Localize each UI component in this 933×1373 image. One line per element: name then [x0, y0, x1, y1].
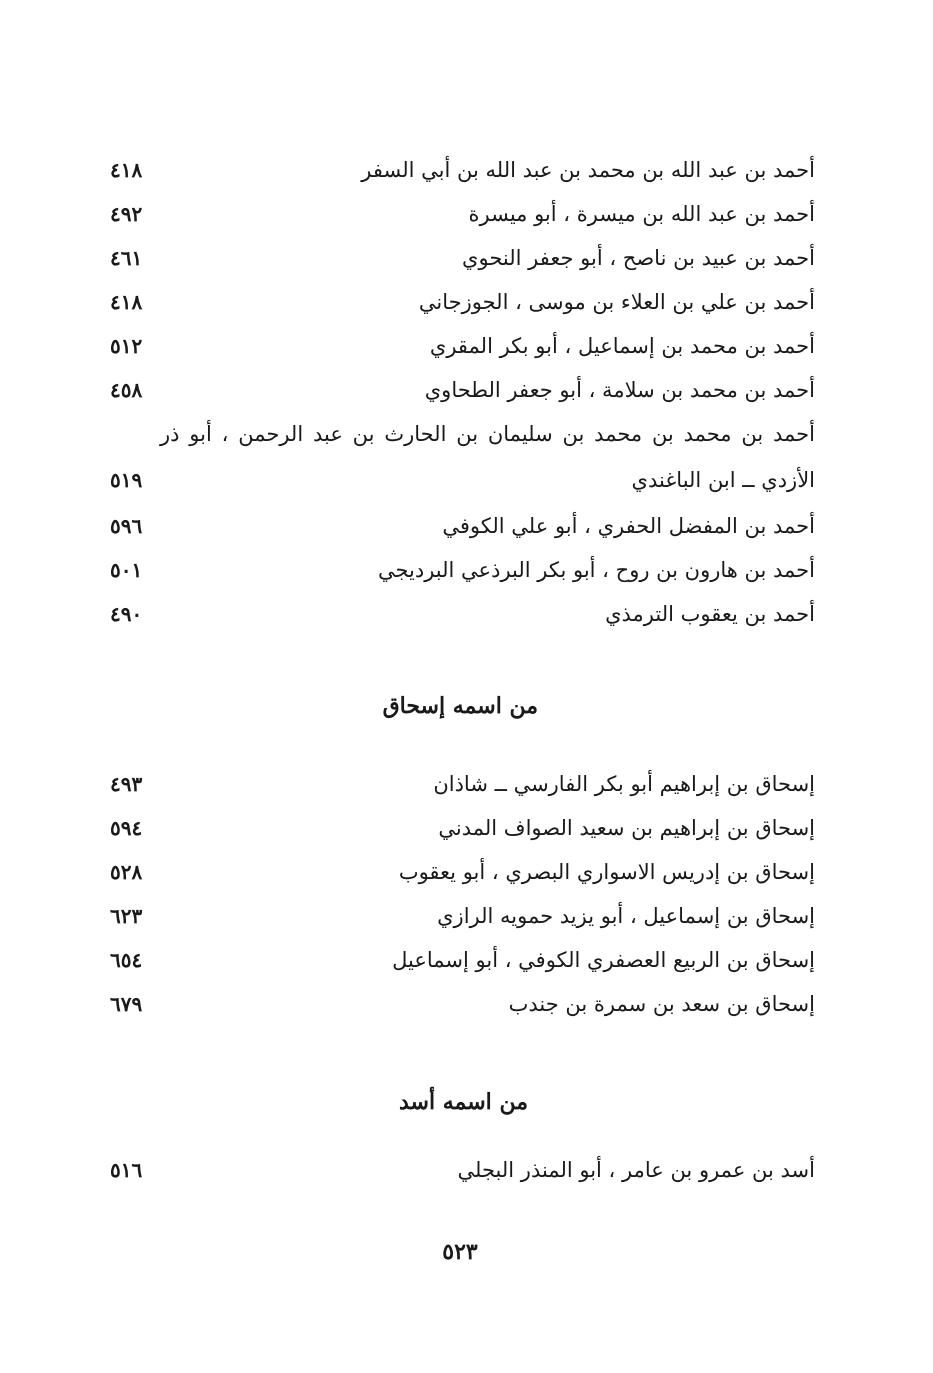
- entry-name: أحمد بن المفضل الحفري ، أبو علي الكوفي: [442, 514, 815, 538]
- entry-page-number: ٦٥٤: [110, 948, 143, 972]
- entry-page-number: ٥٩٤: [110, 816, 143, 840]
- entry-page-number: ٤٦١: [110, 246, 143, 270]
- entry-page-number: ٤٥٨: [110, 378, 143, 402]
- entry-name: إسحاق بن الربيع العصفري الكوفي ، أبو إسماعيل: [392, 948, 815, 972]
- entry-page-number: ٥١٢: [110, 334, 143, 358]
- entry-name: أحمد بن عبيد بن ناصح ، أبو جعفر النحوي: [462, 246, 815, 270]
- index-entry: [110, 458, 815, 502]
- entry-page-number: ٤٩٢: [110, 202, 143, 226]
- entry-name: أحمد بن عبد الله بن ميسرة ، أبو ميسرة: [468, 202, 815, 226]
- index-entry: [110, 236, 815, 280]
- index-entry: [110, 368, 815, 412]
- entry-name: إسحاق بن إبراهيم أبو بكر الفارسي ــ شاذان: [433, 772, 815, 796]
- index-entry: [110, 894, 815, 938]
- entry-page-number: ٥١٦: [110, 1158, 143, 1182]
- entry-name: أحمد بن محمد بن إسماعيل ، أبو بكر المقري: [429, 334, 815, 358]
- entry-page-number: ٤٩٠: [110, 602, 143, 626]
- entry-page-number: ٥٩٦: [110, 514, 143, 538]
- index-entry: [110, 324, 815, 368]
- entry-name: إسحاق بن إبراهيم بن سعيد الصواف المدني: [438, 816, 815, 840]
- page-number: ٥٢٣: [442, 1239, 478, 1265]
- entry-page-number: ٥٢٨: [110, 860, 143, 884]
- index-entry: [110, 762, 815, 806]
- entry-name: أحمد بن يعقوب الترمذي: [605, 602, 815, 626]
- entry-name: أحمد بن هارون بن روح ، أبو بكر البرذعي البرديجي: [377, 558, 815, 582]
- entry-name: أحمد بن محمد بن سلامة ، أبو جعفر الطحاوي: [424, 378, 815, 402]
- entry-page-number: ٤١٨: [110, 290, 143, 314]
- entry-page-number: ٦٧٩: [110, 992, 143, 1016]
- index-entry: [110, 504, 815, 548]
- entry-name-line-2: الأزدي ــ ابن الباغندي: [631, 468, 815, 492]
- index-entry: [110, 592, 815, 636]
- index-entry: [110, 850, 815, 894]
- index-entry: [110, 1148, 815, 1192]
- entry-page-number: ٦٢٣: [110, 904, 143, 928]
- section-heading-ishaq: من اسمه إسحاق: [382, 693, 538, 719]
- entry-page-number: ٥٠١: [110, 558, 143, 582]
- index-entry: [110, 148, 815, 192]
- index-entry: [110, 280, 815, 324]
- entry-page-number: ٤٩٣: [110, 772, 143, 796]
- entry-name: أسد بن عمرو بن عامر ، أبو المنذر البجلي: [457, 1158, 815, 1182]
- entry-name: إسحاق بن إسماعيل ، أبو يزيد حمويه الرازي: [437, 904, 815, 928]
- index-entry: [110, 192, 815, 236]
- entry-page-number: ٥١٩: [110, 468, 143, 492]
- index-entry: [110, 548, 815, 592]
- entry-name: أحمد بن عبد الله بن محمد بن عبد الله بن أبي السفر: [361, 158, 815, 182]
- entry-name: إسحاق بن سعد بن سمرة بن جندب: [508, 992, 815, 1016]
- index-entry: [110, 806, 815, 850]
- entry-name: أحمد بن علي بن العلاء بن موسى ، الجوزجاني: [418, 290, 815, 314]
- index-entry: [110, 938, 815, 982]
- entry-page-number: ٤١٨: [110, 158, 143, 182]
- index-entry: [110, 982, 815, 1026]
- section-heading-asad: من اسمه أسد: [398, 1089, 528, 1115]
- entry-name: إسحاق بن إدريس الاسواري البصري ، أبو يعقوب: [398, 860, 815, 884]
- entry-name-line-1: أحمد بن محمد بن محمد بن سليمان بن الحارث بن عبد الرحمن ، أبو ذر: [160, 422, 815, 446]
